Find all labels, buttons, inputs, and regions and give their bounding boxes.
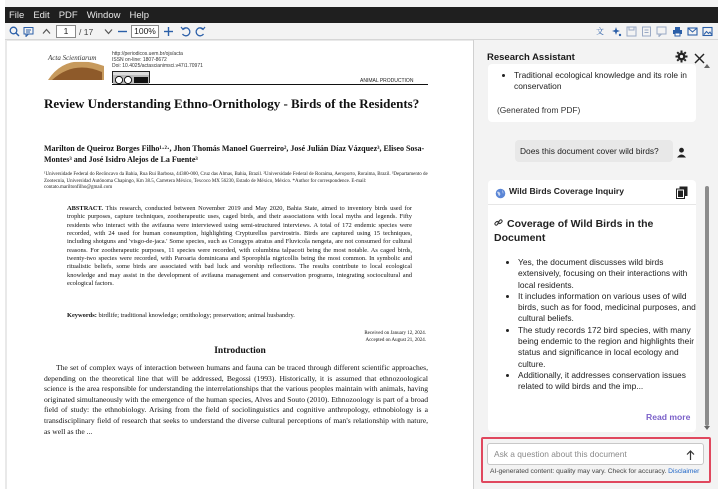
generated-note: (Generated from PDF): [497, 105, 581, 115]
abstract-text: This research, conducted between November 2019 and May 2020, Bahia State, aimed to inventory birds used for trophic purposes, capture techniques, zootherapeutic uses, caged birds, and their associations with local myths and legends. Fifty residents who interact with the avifauna were interviewed using semi-structured interviews. A total of 172 endemic species were recorded, with 24 used for human consumption, highlighting Crypturellus parvirostris. Birds are captured using 15 techniques, including shotguns and 'visgo-de-jaca.' Some species, such as Coragyps atratus and Fluvicola nengeta, are not consumed for cultural reasons. For zootherapeutic purposes, 11 species were recorded, with columbina talpacoti being the most notable. As caged birds, twenty-two species were recorded, with Paroaria dominicana and Sporophila nigricollis being the most common. In symbolic and ritualistic beliefs, some birds are associated with bad luck and worship reflections. The results contribute to local ecological knowledge and may assist in the development of avifauna management and conservation programs, integrating sociocultural and ecological factors.: [67, 205, 412, 288]
previous-answer-card: [488, 64, 696, 122]
keywords-text: birdlife; traditional knowledge; ornithology; preservation; animal husbandry.: [98, 312, 295, 319]
panel-title: Research Assistant: [487, 52, 575, 63]
menu-edit[interactable]: Edit: [33, 9, 50, 21]
paper-authors: Marilton de Queiroz Borges Filho¹·²·, Jhon Thomás Manoel Guerreiro², José Julián Díaz Vázquez³, Eliseo Sosa-Montes³ and José Isidro Alejos de La Fuente³: [44, 144, 425, 164]
ai-disclaimer: [490, 468, 699, 475]
export-icon[interactable]: [640, 25, 652, 38]
answer-bullet: • Yes, the document discusses wild birds extensively, focusing on their interactions with local residents.: [518, 257, 696, 291]
chat-scrollbar[interactable]: [705, 186, 709, 426]
previous-answer-list: [504, 70, 694, 92]
zoom-level-input[interactable]: 100%: [131, 25, 159, 38]
keywords-label: Keywords:: [67, 312, 97, 319]
answer-title: Wild Birds Coverage Inquiry: [509, 186, 625, 196]
journal-issn: ISSN on-line: 1807-8672: [112, 57, 167, 63]
page-total: / 17: [79, 26, 94, 37]
answer-bullet: • It includes information on various uses of wild birds, such as for food, medicinal purposes, and cultural beliefs.: [518, 291, 696, 325]
panel-divider[interactable]: [473, 40, 480, 489]
intro-heading: Introduction: [214, 346, 266, 356]
translate-icon[interactable]: [595, 25, 607, 38]
disclaimer-link[interactable]: Disclaimer: [668, 468, 700, 475]
menu-pdf[interactable]: PDF: [58, 9, 78, 21]
section-label: ANIMAL PRODUCTION: [360, 78, 414, 84]
paper-affiliations: ¹Universidade Federal do Recôncavo da Bahia, Rua Rui Barbosa, 44380-000, Cruz das Almas, Bahia, Brazil. ²Universidade Federal de Roraima, Aeroporto, Roraima, Brazil. ³Departamento de Zootecnia, Universidad Autónoma Chapingo, Km 38.5, Carretera México, Texcoco MX 56230, Estado de México, México. *Author for correspondence. E-mail: contato.mariltonfilho@gmail.com: [44, 172, 428, 190]
journal-doi: Doi: 10.4025/actascianimsci.v47i1.70971: [112, 63, 203, 69]
menu-file[interactable]: File: [9, 9, 25, 21]
answer-bullet: • Additionally, it addresses conservation issues related to wild birds and the imp...: [518, 370, 696, 393]
journal-logo: [44, 46, 108, 84]
paper-title: Review Understanding Ethno-Ornithology - Birds of the Residents?: [44, 96, 420, 111]
journal-url: http://periodicos.uem.br/ojs/acta: [112, 51, 183, 57]
image-icon[interactable]: [701, 25, 713, 38]
menu-help[interactable]: Help: [129, 9, 150, 21]
user-question-bubble: Does this document cover wild birds?: [515, 140, 673, 162]
answer-heading-text: Coverage of Wild Birds in the Document: [494, 218, 654, 244]
received-date: Received on January 12, 2024.: [364, 331, 426, 336]
answer-heading: [494, 217, 674, 245]
scroll-down-arrow[interactable]: [704, 426, 710, 430]
disclaimer-text: AI-generated content: quality may vary. Check for accuracy.: [490, 468, 667, 475]
scroll-up-arrow[interactable]: [704, 64, 710, 68]
link-icon[interactable]: [494, 217, 503, 231]
paper-keywords: [67, 312, 412, 320]
print-icon[interactable]: [671, 25, 683, 38]
paper-dates: [300, 331, 426, 344]
copy-icon[interactable]: [676, 186, 688, 204]
cc-license-badge: [112, 71, 150, 83]
email-icon[interactable]: [686, 25, 698, 38]
abstract-label: ABSTRACT.: [67, 205, 103, 212]
ai-sparkle-icon[interactable]: [610, 25, 622, 38]
answer-card: [488, 180, 696, 432]
ask-question-input[interactable]: Ask a question about this document: [487, 443, 704, 465]
journal-name: Acta Scientiarum: [48, 54, 97, 62]
answer-bullet: • The study records 172 bird species, with many being endemic to the region and highlights their status and significance in local ecology and culture.: [518, 325, 696, 370]
save-icon[interactable]: [625, 25, 637, 38]
read-more-link[interactable]: Read more: [646, 412, 691, 422]
accepted-date: Accepted on August 21, 2024.: [365, 337, 426, 343]
paper-abstract: [67, 205, 412, 288]
globe-icon: [495, 186, 506, 204]
quote-icon[interactable]: [655, 25, 667, 38]
journal-meta: [112, 51, 203, 69]
page-number-input[interactable]: 1: [56, 25, 76, 38]
menu-window[interactable]: Window: [86, 9, 121, 21]
previous-answer-bullet: • Traditional ecological knowledge and its role in conservation: [514, 70, 694, 92]
send-arrow-icon[interactable]: [686, 448, 695, 466]
intro-text: The set of complex ways of interaction between humans and fauna can be traced through different scientific approaches, depending on the theoretical line that will be addressed, Begossi (1993). Historically, it is assumed that ethnozoological science is the area responsible for understanding the interrelationships that the various peoples maintain with animals, having originated simultaneously with the emergence of the human species, Alves and Souto (2010). Ethnozoology is part of a broad field of study: the ethnobiology. Arising from the field of sociolinguistics and cognitive anthropology, ethnobiology is a transdisciplinary field of research that seeks to understand the diverse cultural perceptions of man's relationship with nature, as well as the ...: [44, 363, 428, 436]
answer-bullets: [508, 257, 696, 393]
svg-text:文: 文: [595, 27, 604, 36]
user-icon: [676, 145, 687, 163]
answer-divider: [488, 204, 696, 205]
header-rule: [112, 84, 428, 85]
